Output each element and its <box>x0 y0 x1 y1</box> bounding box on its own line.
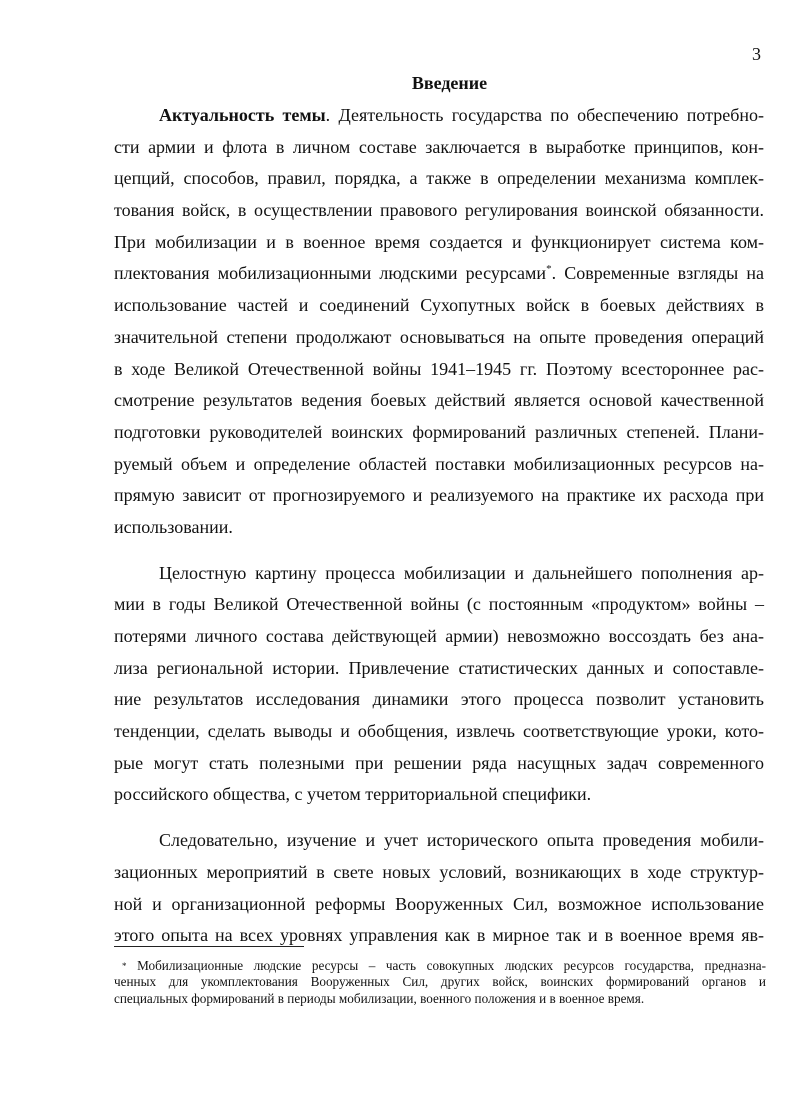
paragraph-gap <box>114 544 764 558</box>
text-line: потерями личного состава действующей армии) невозможно воссоздать без ана- <box>114 626 764 646</box>
footnote <box>114 958 766 1007</box>
text-line: смотрение результатов ведения боевых действий является основой качественной <box>114 390 764 411</box>
text-line: тования войск, в осуществлении правового регулирования воинской обязанности. <box>114 200 764 221</box>
text-line: Целостную картину процесса мобилизации и дальнейшего пополнения ар- <box>159 562 764 583</box>
text-line: руемый объем и определение областей поставки мобилизационных ресурсов на- <box>114 453 764 474</box>
footnote-line: ченных для укомплектования Вооруженных Сил, других войск, воинских формирований органов и <box>114 974 766 990</box>
text-line: ние результатов исследования динамики этого процесса позволит установить <box>114 689 764 710</box>
page-title: Введение <box>411 73 488 93</box>
text-line: значительной степени продолжают основываться на опыте проведения операций <box>114 326 764 347</box>
text-line: рые могут стать полезными при решении ряда насущных задач современного <box>114 752 764 773</box>
paragraph-gap <box>114 811 764 825</box>
main-text <box>114 100 764 952</box>
footnote-divider <box>114 946 304 947</box>
text-span: . Современные взгляды на <box>551 263 764 284</box>
text-line: лиза региональной истории. Привлечение статистических данных и сопоставле- <box>114 657 764 678</box>
text-span: плектования мобилизационными людскими ресурсами <box>114 263 547 284</box>
section-lead: Актуальность темы <box>159 105 326 125</box>
footnote-mark: * <box>122 961 127 971</box>
footnote-line: специальных формирований в периоды мобилизации, военного положения и в военное время. <box>114 990 645 1006</box>
text-line: При мобилизации и в военное время создается и функционирует система ком- <box>114 231 764 252</box>
text-line: тенденции, сделать выводы и обобщения, извлечь соответствующие уроки, кото- <box>114 721 764 742</box>
text-line: в ходе Великой Отечественной войны 1941–1945 гг. Поэтому всестороннее рас- <box>114 358 764 379</box>
text-line: прямую зависит от прогнозируемого и реализуемого на практике их расхода при <box>114 485 764 506</box>
footnote-line <box>114 958 766 974</box>
text-line: цепций, способов, правил, порядка, а также в определении механизма комплек- <box>114 168 764 189</box>
text-span: Мобилизационные людские ресурсы – часть совокупных людских ресурсов государства, предназна- <box>137 958 767 973</box>
text-line: Следовательно, изучение и учет исторического опыта проведения мобили- <box>159 830 764 851</box>
page-number: 3 <box>752 44 761 64</box>
text-line <box>114 100 764 132</box>
text-line <box>114 258 764 290</box>
text-line: этого опыта на всех уровнях управления как в мирное так и в военное время яв- <box>114 925 764 946</box>
text-line: использовании. <box>114 516 233 537</box>
text-line: российского общества, с учетом территориальной специфики. <box>114 784 592 805</box>
text-line: зационных мероприятий в свете новых условий, возникающих в ходе структур- <box>114 861 764 882</box>
text-span: . Деятельность государства по обеспечению потребно- <box>325 105 764 125</box>
text-line: мии в годы Великой Отечественной войны (с постоянным «продуктом» войны – <box>114 594 764 615</box>
footnote-reference: * <box>546 263 552 276</box>
text-line: ной и организационной реформы Вооруженных Сил, возможное использование <box>114 893 764 914</box>
text-line: подготовки руководителей воинских формирований различных степеней. Плани- <box>114 421 764 442</box>
text-line: использование частей и соединений Сухопутных войск в боевых действиях в <box>114 295 764 316</box>
text-line: сти армии и флота в личном составе заключается в выработке принципов, кон- <box>114 136 764 157</box>
